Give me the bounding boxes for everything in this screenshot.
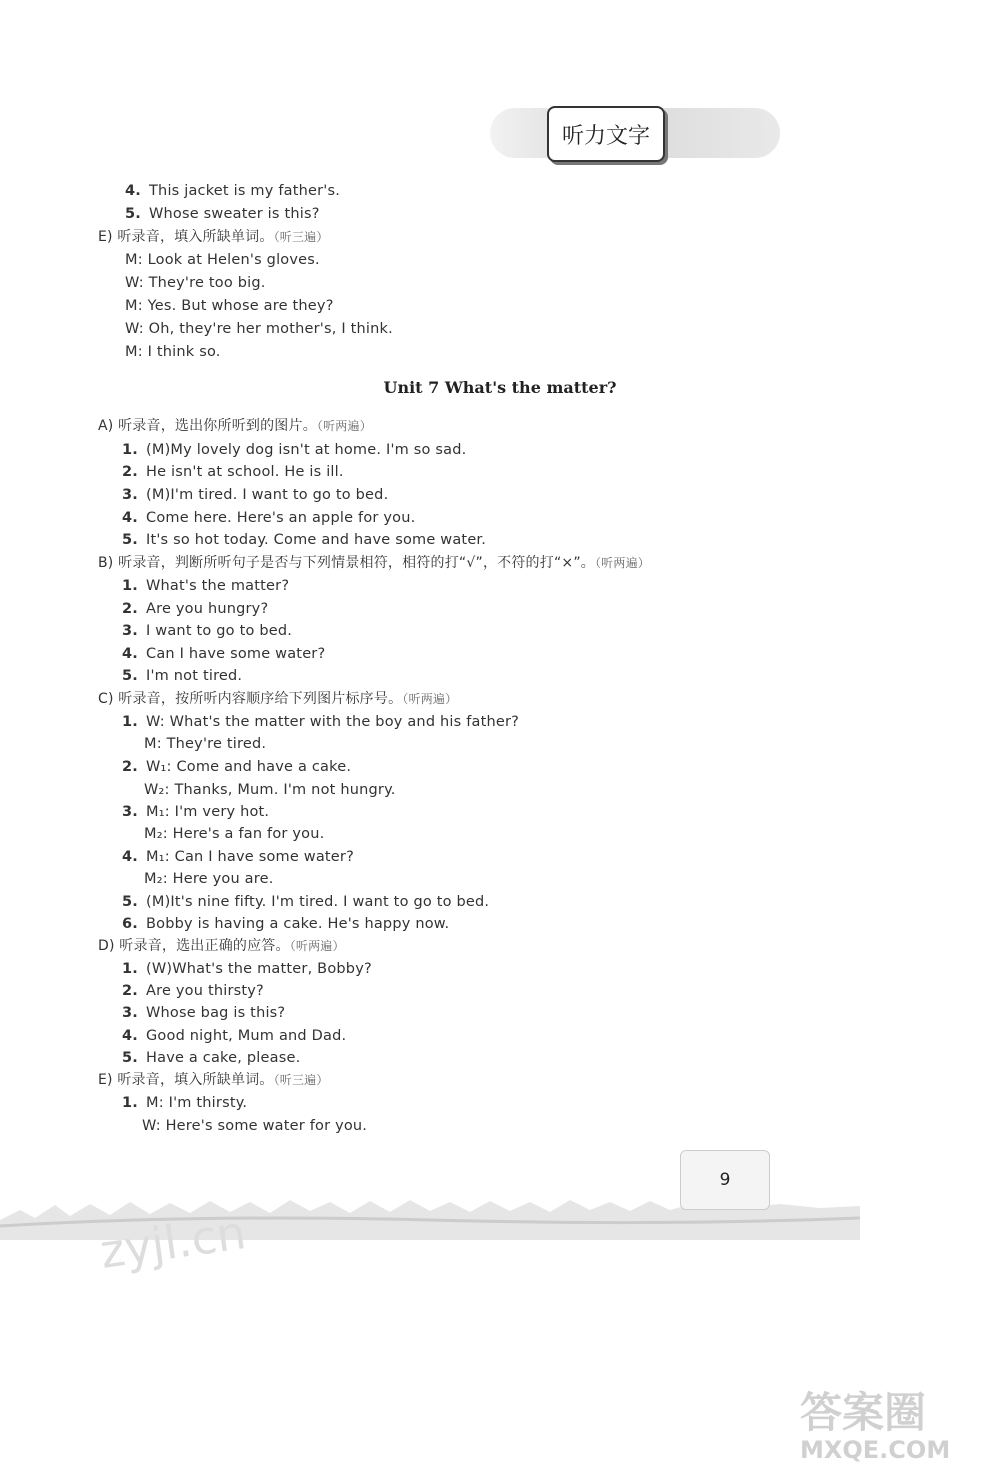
item-number: 5. [125, 206, 141, 222]
list-item: 2. He isn't at school. He is ill. [122, 464, 344, 480]
list-item [125, 181, 340, 201]
list-item: 5. It's so hot today. Come and have some water. [122, 532, 487, 548]
dialogue-line: 5. (M)It's nine fifty. I'm tired. I want to go to bed. [122, 894, 490, 910]
list-item: 4. Good night, Mum and Dad. [122, 1028, 347, 1044]
dialogue-line: M₂: Here you are. [144, 871, 274, 887]
section-heading-e-prev: E) 听录音，填入所缺单词。（听三遍） [98, 229, 329, 245]
section-heading-c: C) 听录音，按所听内容顺序给下列图片标序号。（听两遍） [98, 691, 458, 707]
list-item: 3. I want to go to bed. [122, 623, 293, 639]
list-item: 4. Come here. Here's an apple for you. [122, 510, 416, 526]
dialogue-line: M₂: Here's a fan for you. [144, 826, 325, 842]
dialogue-line: M: I think so. [125, 344, 221, 360]
dialogue-line: 1. W: What's the matter with the boy and his father? [122, 714, 520, 730]
dialogue-line: M: Look at Helen's gloves. [125, 252, 320, 268]
list-item: 2. Are you hungry? [122, 601, 269, 617]
section-tab: 听力文字 [547, 106, 665, 162]
dialogue-line: 3. M₁: I'm very hot. [122, 804, 270, 820]
watermark-mxqe: 答案圈 MXQE.COM [800, 1388, 951, 1464]
watermark-zyjl: zyjl.cn [96, 1205, 250, 1279]
dialogue-line: M: Yes. But whose are they? [125, 298, 334, 314]
list-item: 1. (W)What's the matter, Bobby? [122, 961, 372, 977]
item-text: This jacket is my father's. [149, 183, 341, 199]
section-heading-d: D) 听录音，选出正确的应答。（听两遍） [98, 938, 345, 954]
list-item: 2. Are you thirsty? [122, 983, 264, 999]
list-item: 3. (M)I'm tired. I want to go to bed. [122, 487, 389, 503]
item-text: Whose sweater is this? [149, 206, 320, 222]
list-item: 5. Have a cake, please. [122, 1050, 301, 1066]
list-item: 5. I'm not tired. [122, 668, 243, 684]
unit-title: Unit 7 What's the matter? [383, 378, 617, 397]
list-item: 1. (M)My lovely dog isn't at home. I'm so sad. [122, 442, 467, 458]
list-item: 4. Can I have some water? [122, 646, 326, 662]
section-heading-a: A) 听录音，选出你所听到的图片。（听两遍） [98, 418, 372, 434]
dialogue-line: W₂: Thanks, Mum. I'm not hungry. [144, 782, 396, 798]
dialogue-line: M: They're tired. [144, 736, 267, 752]
page-number: 9 [680, 1150, 770, 1210]
dialogue-line: 2. W₁: Come and have a cake. [122, 759, 352, 775]
list-item: 3. Whose bag is this? [122, 1005, 286, 1021]
dialogue-line: 1. M: I'm thirsty. [122, 1095, 248, 1111]
list-item: 1. What's the matter? [122, 578, 290, 594]
dialogue-line: 4. M₁: Can I have some water? [122, 849, 354, 865]
dialogue-line: W: They're too big. [125, 275, 266, 291]
dialogue-line: 6. Bobby is having a cake. He's happy now. [122, 916, 450, 932]
list-item [125, 204, 320, 224]
dialogue-line: W: Oh, they're her mother's, I think. [125, 321, 393, 337]
section-heading-b: B) 听录音，判断所听句子是否与下列情景相符，相符的打“√”，不符的打“×”。（听两遍） [98, 555, 650, 571]
dialogue-line: W: Here's some water for you. [142, 1118, 368, 1134]
item-number: 4. [125, 183, 141, 199]
section-heading-e: E) 听录音，填入所缺单词。（听三遍） [98, 1072, 329, 1088]
